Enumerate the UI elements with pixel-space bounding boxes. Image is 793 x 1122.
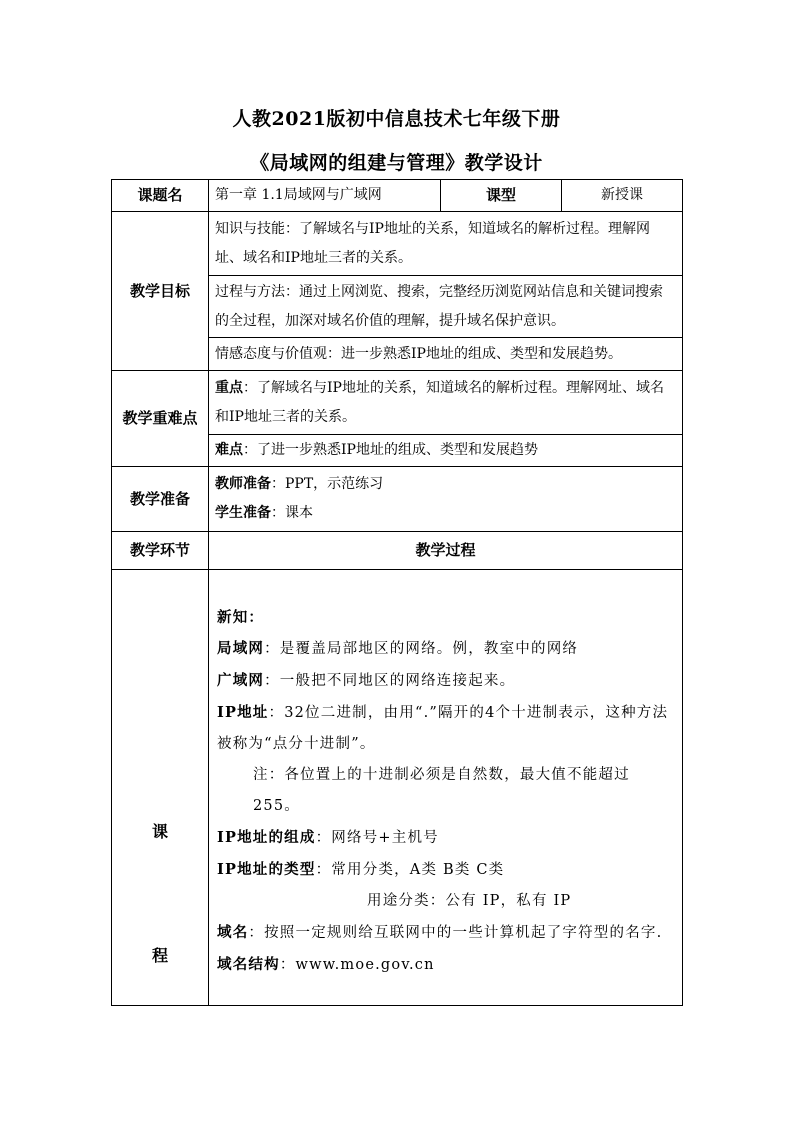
- topic-label: 课题名: [112, 180, 209, 212]
- lesson-type-value: 新授课: [562, 180, 683, 212]
- ip-definition: [217, 697, 674, 760]
- domain-text: ：按照一定规则给互联网中的一些计算机起了字符型的名字.: [248, 925, 663, 941]
- process-content: [209, 570, 683, 1006]
- new-knowledge-heading: 新知：: [217, 609, 265, 626]
- ip-usage-types: 用途分类：公有 IP，私有 IP: [367, 893, 572, 909]
- structure-label: 域名结构: [217, 956, 280, 973]
- focus-text: ：了解域名与IP地址的关系，知道域名的解析过程。理解网址、域名和IP地址三者的关系。: [215, 379, 664, 425]
- student-preparation: [215, 499, 676, 528]
- topic-value: 第一章 1.1局域网与广域网: [209, 180, 441, 212]
- process-label: [112, 570, 209, 1006]
- composition-label: IP地址的组成: [217, 829, 316, 846]
- process-label-char1: 课: [151, 822, 168, 841]
- lan-definition: [217, 633, 674, 665]
- difficulty-label: 难点: [215, 442, 243, 458]
- ip-note: 注：各位置上的十进制必须是自然数，最大值不能超过255。: [253, 767, 630, 814]
- preparation-row: [112, 467, 683, 532]
- objective-process: 过程与方法：通过上网浏览、搜索，完整经历浏览网站信息和关键词搜索的全过程，加深对域名价值的理解，提升域名保护意识。: [209, 276, 683, 338]
- keypoint-difficulty: [209, 435, 683, 467]
- focus-label: 重点: [215, 379, 243, 396]
- topic-row: [112, 180, 683, 212]
- difficulty-text: ：了进一步熟悉IP地址的组成、类型和发展趋势: [243, 442, 538, 458]
- domain-label: 域名: [217, 924, 249, 941]
- teacher-prep-text: ：PPT，示范练习: [271, 476, 384, 492]
- composition-text: ：网络号+主机号: [315, 830, 439, 846]
- ip-label: IP地址: [217, 704, 269, 721]
- objective-knowledge: 知识与技能：了解域名与IP地址的关系，知道域名的解析过程。理解网址、域名和IP地址三者的关系。: [209, 212, 683, 276]
- student-prep-text: ：课本: [271, 505, 313, 521]
- wan-definition: [217, 665, 674, 697]
- process-row: [112, 570, 683, 1006]
- wan-text: ：一般把不同地区的网络连接起来。: [264, 673, 516, 689]
- ip-types: [217, 854, 674, 886]
- keypoint-focus: [209, 371, 683, 435]
- lesson-plan-table: [111, 179, 683, 1006]
- ip-composition: [217, 822, 674, 854]
- preparation-label: 教学准备: [112, 467, 209, 532]
- keypoints-row-focus: [112, 371, 683, 435]
- lan-text: ：是覆盖局部地区的网络。例，教室中的网络: [264, 641, 579, 657]
- section-label: 教学环节: [112, 532, 209, 570]
- objectives-row-knowledge: [112, 212, 683, 276]
- student-prep-label: 学生准备: [215, 505, 271, 521]
- process-label-char2: 程: [151, 946, 168, 965]
- types-text: ：常用分类，A类 B类 C类: [315, 862, 505, 878]
- wan-label: 广域网: [217, 672, 265, 689]
- document-subtitle: 《局域网的组建与管理》教学设计: [250, 152, 543, 174]
- domain-definition: [217, 917, 674, 949]
- types-label: IP地址的类型: [217, 861, 316, 878]
- document-title: 人教2021版初中信息技术七年级下册: [232, 108, 561, 130]
- objective-attitude: 情感态度与价值观：进一步熟悉IP地址的组成、类型和发展趋势。: [209, 338, 683, 371]
- structure-text: ：www.moe.gov.cn: [279, 957, 435, 973]
- preparation-content: [209, 467, 683, 532]
- teacher-preparation: [215, 470, 676, 499]
- domain-structure: [217, 949, 674, 981]
- ip-text: ：32位二进制，由用“.”隔开的4个十进制表示，这种方法被称为“点分十进制”。: [217, 705, 669, 752]
- section-value: 教学过程: [209, 532, 683, 570]
- lan-label: 局域网: [217, 640, 265, 657]
- lesson-type-label: 课型: [441, 180, 562, 212]
- objectives-label: 教学目标: [112, 212, 209, 371]
- section-header-row: [112, 532, 683, 570]
- teacher-prep-label: 教师准备: [215, 476, 271, 492]
- keypoints-label: 教学重难点: [112, 371, 209, 467]
